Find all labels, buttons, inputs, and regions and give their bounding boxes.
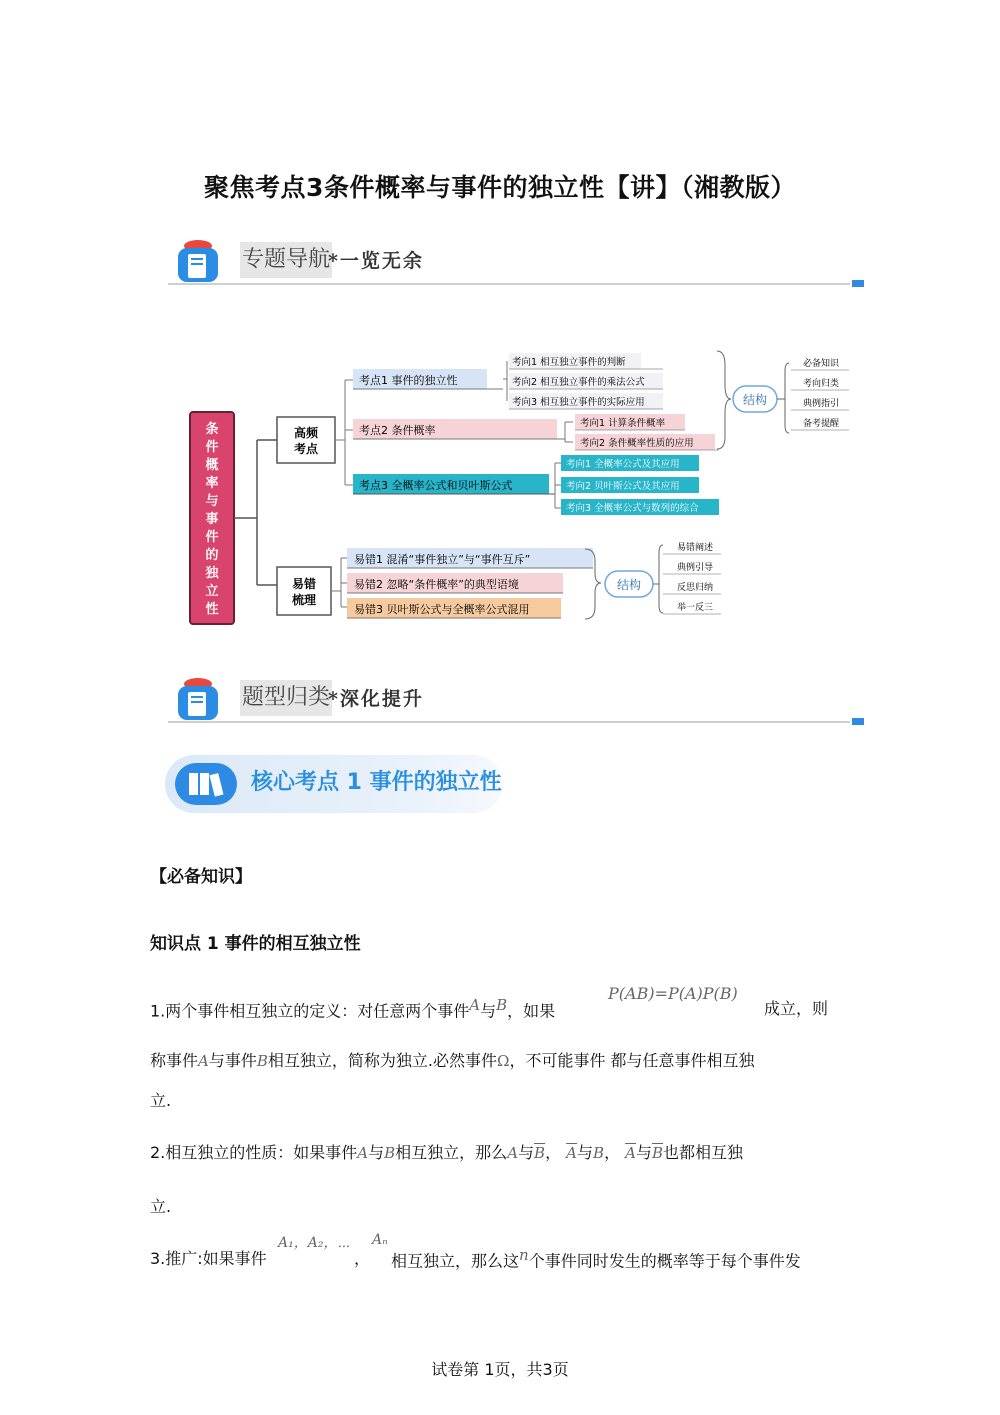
- paragraph-1-line-1: 1.两个事件相互独立的定义：对任意两个事件$^A$与$^B$，如果: [150, 996, 556, 1021]
- core-topic-banner: [165, 755, 503, 813]
- mindmap-structure1-item: 考向归类: [803, 379, 840, 389]
- section-name: 题型归类: [240, 680, 332, 716]
- mindmap-kp3-label: 考点3 全概率公式和贝叶斯公式: [359, 479, 513, 492]
- paragraph-3-line-1-rest: 相互独立，那么这$^n$个事件同时发生的概率等于每个事件发: [391, 1246, 801, 1271]
- svg-text:高频: 高频: [293, 426, 319, 440]
- paragraph-1-line-2: 称事件A与事件B相互独立，简称为独立.必然事件Ω，不可能事件 都与任意事件相互独: [150, 1051, 755, 1070]
- formula-event-list: A₁，A₂，⋯: [278, 1235, 351, 1251]
- section-header-navigation: [168, 230, 864, 300]
- mindmap-easy-error: [277, 567, 331, 615]
- mindmap-error-item: 易错3 贝叶斯公式与全概率公式混用: [354, 603, 530, 616]
- mindmap-structure2-item: 反思归纳: [677, 583, 714, 593]
- book-icon: [168, 234, 228, 286]
- mindmap-kp2-label: 考点2 条件概率: [359, 424, 436, 437]
- section-marker: [852, 280, 864, 287]
- mindmap-error-item: 易错1 混淆“事件独立”与“事件互斥”: [354, 553, 531, 566]
- section-rule: [168, 283, 850, 285]
- mindmap-kp3-item: 考向2 贝叶斯公式及其应用: [566, 481, 680, 492]
- paragraph-1-tail: 成立，则: [764, 999, 829, 1018]
- comma: ，: [354, 1249, 371, 1268]
- heading-required-knowledge: 【必备知识】: [150, 867, 252, 887]
- mindmap-kp2-item: 考向1 计算条件概率: [580, 418, 666, 429]
- formula-event-n: Aₙ: [372, 1232, 388, 1248]
- book-icon: [168, 672, 228, 724]
- svg-text:考点: 考点: [293, 442, 319, 456]
- mindmap-kp1-item: 考向2 相互独立事件的乘法公式: [512, 377, 645, 388]
- mindmap-kp2-item: 考向2 条件概率性质的应用: [580, 438, 694, 449]
- page-footer: 试卷第 1页，共3页: [431, 1360, 569, 1379]
- mind-map: [185, 345, 865, 630]
- paragraph-2-line-1: 2.相互独立的性质：如果事件A与B相互独立，那么A与$\overline{B}$， $\overline{A}$与B， $\overline{A}$与$\overline{B}$也都相互独: [150, 1143, 744, 1162]
- section-name: 专题导航: [240, 242, 332, 278]
- mindmap-structure1-label: 结构: [742, 393, 768, 407]
- mindmap-structure2-item: 典例引导: [677, 563, 714, 573]
- mindmap-root-text: 条件概率与事件的独立性: [205, 422, 219, 617]
- paragraph-3-line-1: 3.推广:如果事件: [150, 1249, 267, 1268]
- mindmap-structure1-item: 典例指引: [803, 399, 840, 409]
- mindmap-structure1-item: 备考提醒: [803, 419, 840, 429]
- section-subtitle: *一览无余: [328, 250, 424, 272]
- mindmap-structure1-item: 必备知识: [803, 359, 840, 369]
- mindmap-high-freq: [277, 417, 335, 463]
- paragraph-2-line-2: 立.: [150, 1197, 172, 1216]
- svg-text:梳理: 梳理: [291, 593, 317, 607]
- mindmap-structure2-item: 易错阐述: [677, 543, 714, 553]
- mindmap-kp1-label: 考点1 事件的独立性: [359, 374, 458, 387]
- section-marker: [852, 718, 864, 725]
- mindmap-error-item: 易错2 忽略“条件概率”的典型语境: [354, 578, 519, 591]
- mindmap-kp3-item: 考向3 全概率公式与数列的综合: [566, 503, 699, 514]
- paragraph-1-line-3: 立.: [150, 1091, 172, 1110]
- mindmap-structure2-item: 举一反三: [677, 603, 714, 613]
- section-rule: [168, 721, 850, 723]
- heading-knowledge-point-1: 知识点 1 事件的相互独立性: [150, 934, 361, 954]
- section-subtitle: *深化提升: [328, 688, 424, 710]
- mindmap-kp3-item: 考向1 全概率公式及其应用: [566, 459, 680, 470]
- core-topic-title: 核心考点 1 事件的独立性: [251, 770, 502, 795]
- formula-independence: P(AB)=P(A)P(B): [608, 984, 738, 1003]
- svg-text:易错: 易错: [291, 577, 317, 591]
- mindmap-kp1-item: 考向3 相互独立事件的实际应用: [512, 397, 645, 408]
- mindmap-structure2-label: 结构: [616, 578, 642, 592]
- document-title: 聚焦考点3条件概率与事件的独立性【讲】（湘教版）: [204, 173, 796, 202]
- mindmap-kp1-item: 考向1 相互独立事件的判断: [512, 357, 626, 368]
- books-icon: [175, 763, 237, 805]
- section-header-types: [168, 668, 864, 738]
